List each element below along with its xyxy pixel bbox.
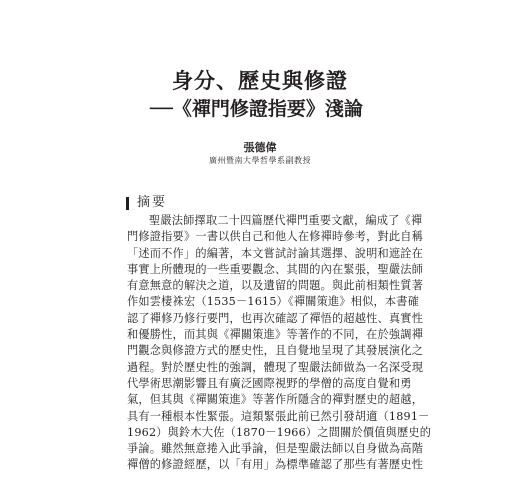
abstract-line: 爭論。雖然無意捲入此爭論，但是聖嚴法師以自身做為高階 bbox=[127, 442, 424, 456]
abstract-line: 聖嚴法師擇取二十四篇歷代禪門重要文獻，編成了《禪 bbox=[149, 214, 423, 227]
abstract-line: 禪僧的修證經歷，以「有用」為標準確認了那些有著歷史性 bbox=[127, 458, 424, 472]
abstract-line: 事實上所體現的一些重要觀念、其間的內在緊張，聖嚴法師 bbox=[127, 262, 424, 276]
abstract-line: 作如雲棲袾宏（1535－1615）《禪關策進》相似，本書確 bbox=[127, 295, 420, 309]
abstract-line: 過程。對於歷史性的強調，體現了聖嚴法師做為一名深受現 bbox=[127, 360, 424, 374]
article-title: 身分、歷史與修證 bbox=[172, 68, 348, 93]
author-affiliation: 廣州暨南大學哲學系副教授 bbox=[209, 156, 311, 165]
abstract-line: 門觀念與修證方式的歷史性，且自覺地呈現了其發展演化之 bbox=[127, 344, 424, 358]
abstract-line: 有意無意的解決之道，以及遺留的問題。與此前相類性質著 bbox=[127, 279, 424, 293]
abstract-line: 代學術思潮影響且有廣泛國際視野的學僧的高度自覺和勇 bbox=[127, 376, 412, 390]
heading-bar-marker bbox=[126, 197, 129, 210]
abstract-line: 具有一種根本性緊張。這類緊張此前已然引發胡適（1891－ bbox=[127, 409, 430, 423]
abstract-line: 認了禪修乃修行要門，也再次確認了禪悟的超越性、真實性 bbox=[127, 311, 424, 325]
abstract-line: 門修證指要》一書以供自己和他人在修禪時參考，對此自稱 bbox=[127, 230, 424, 244]
abstract-line: 和優勝性，而其與《禪關策進》等著作的不同，在於強調禪 bbox=[127, 328, 424, 342]
abstract-heading bbox=[126, 196, 167, 210]
abstract-body bbox=[127, 213, 432, 474]
abstract-line: 1962）與鈴木大佐（1870－1966）之間關於價值與歷史的 bbox=[127, 425, 432, 439]
author-name: 張德偉 bbox=[243, 141, 277, 154]
abstract-line: 「述而不作」的編著，本文嘗試討論其選擇、說明和遮詮在 bbox=[127, 246, 424, 260]
abstract-line: 氣，但其與《禪關策進》等著作所隱含的禪對歷史的超越， bbox=[127, 393, 424, 407]
abstract-heading-label: 摘要 bbox=[137, 195, 168, 210]
article-subtitle: ──《禪門修證指要》淺論 bbox=[150, 98, 363, 120]
